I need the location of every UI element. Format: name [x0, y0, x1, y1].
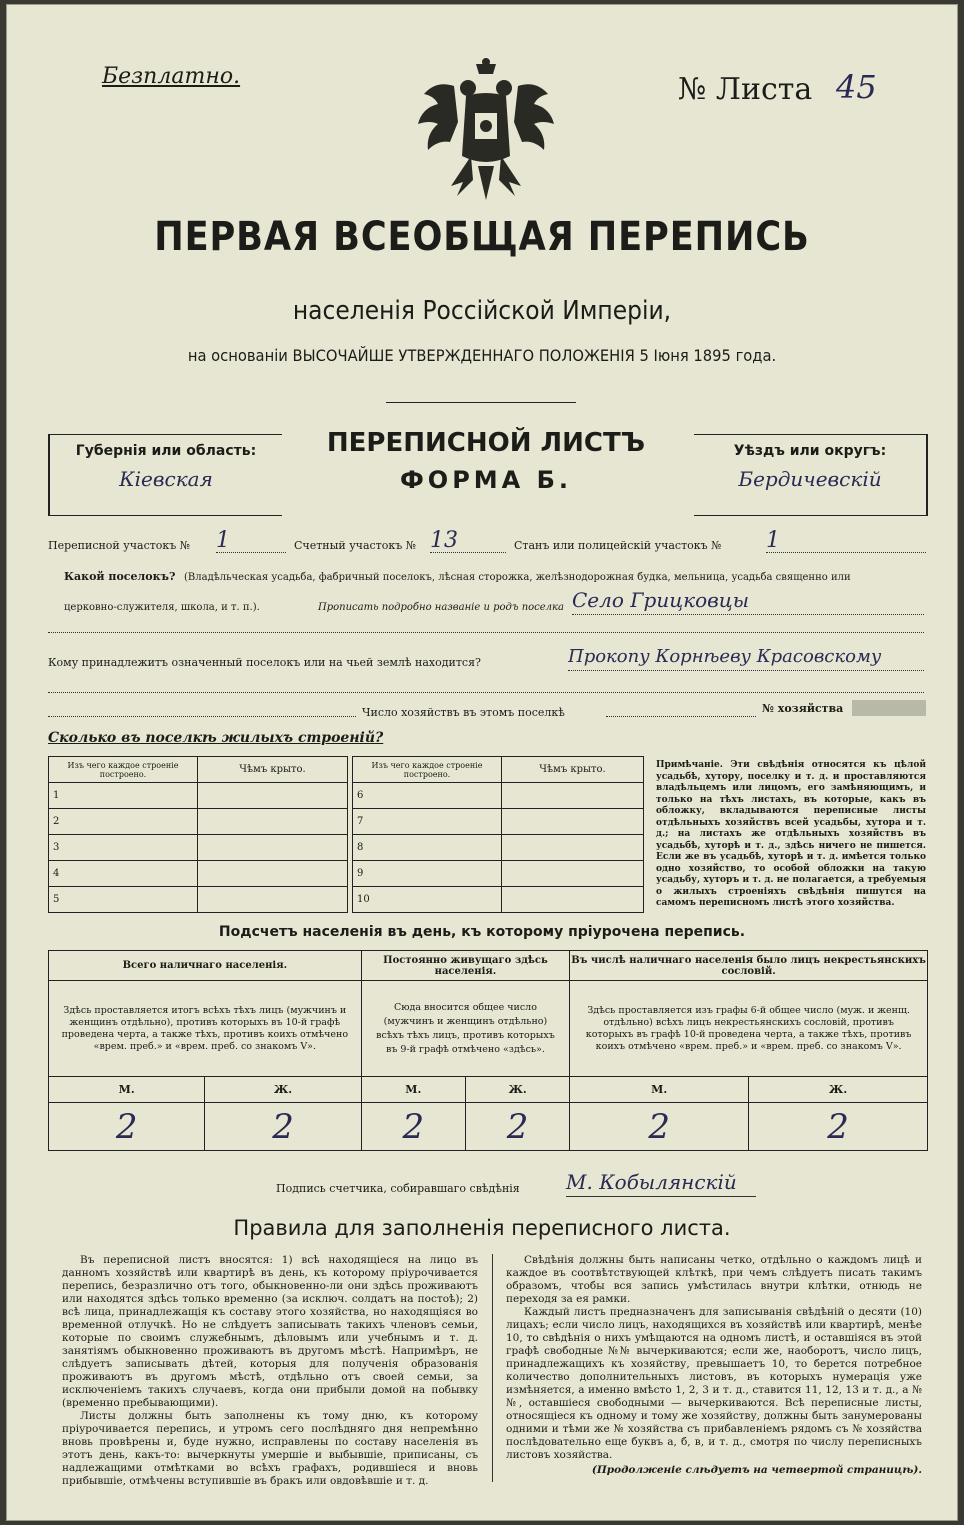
rules-right-column: [506, 1254, 922, 1477]
female-label: Ж.: [749, 1077, 928, 1103]
row-number: 7: [353, 809, 502, 835]
male-label: М.: [49, 1077, 205, 1103]
blank-line: [48, 716, 356, 717]
owner-value[interactable]: Прокопу Корнѣеву Красовскому: [568, 646, 924, 671]
col-material: Изъ чего каждое строеніе построено.: [353, 757, 502, 783]
rules-left-column: [62, 1254, 478, 1488]
non-peasant-female-count[interactable]: 2: [749, 1103, 928, 1151]
row-number: 9: [353, 861, 502, 887]
female-label: Ж.: [465, 1077, 569, 1103]
free-label: Безплатно.: [102, 64, 241, 89]
total-male-count[interactable]: 2: [49, 1103, 205, 1151]
uezd-box: [694, 434, 928, 516]
police-value[interactable]: 1: [766, 528, 926, 553]
table-row: [49, 861, 348, 887]
col-roof: Чѣмъ крыто.: [502, 757, 644, 783]
row-number: 3: [49, 835, 198, 861]
sheet-number-value: 45: [836, 68, 877, 106]
col-material: Изъ чего каждое строеніе построено.: [49, 757, 198, 783]
male-label: М.: [570, 1077, 749, 1103]
rules-paragraph: Каждый листъ предназначенъ для записыванія свѣдѣній о десяти (10) лицахъ; если число лицъ, находящихся въ хозяйствѣ или квартирѣ, менѣе 10, то свѣдѣнія о нихъ умѣщаются на одномъ листѣ, и оставшіяся въ этой графѣ свободные №№ вычеркиваются; если же, наоборотъ, число лицъ, принадлежащихъ къ хозяйству, превышаетъ 10, то берется потребное количество дополнительныхъ листовъ, въ которыхъ нумерація уже измѣняется, а именно вмѣсто 1, 2, 3 и т. д., ставится 11, 12, 13 и т. д., а №№, оставшіеся свободными — вычеркиваются. Всѣ переписные листы, относящіеся къ одному и тому же хозяйству, должны быть занумерованы одними и тѣми же № хозяйства съ прибавленіемъ рядомъ съ № хозяйства послѣдовательно еще буквъ а, б, в, и т. д., смотря по числу переписныхъ листовъ хозяйства.: [506, 1306, 922, 1461]
rules-paragraph: Свѣдѣнія должны быть написаны четко, отдѣльно о каждомъ лицѣ и каждое въ соотвѣтствующей клѣткѣ, при чемъ слѣдуетъ писать такимъ образомъ, чтобы вся запись умѣстилась внутри клѣтки, отнюдь не переходя за ея рамки.: [506, 1254, 922, 1305]
roof-cell[interactable]: [198, 887, 348, 913]
male-label: М.: [361, 1077, 465, 1103]
table-row: [49, 809, 348, 835]
counting-district-value[interactable]: 13: [430, 528, 506, 553]
double-headed-eagle-icon: [416, 56, 556, 206]
sheet-number-label: № Листа: [678, 72, 813, 107]
census-sheet: [6, 4, 958, 1521]
total-header: Всего наличнаго населенія.: [49, 951, 362, 981]
subtitle: населенія Россійской Имперіи,: [292, 296, 672, 326]
roof-cell[interactable]: [198, 809, 348, 835]
form-label: ФОРМА Б.: [399, 466, 572, 494]
guberniya-box: [48, 434, 282, 516]
col-roof: Чѣмъ крыто.: [198, 757, 348, 783]
note-text: Эти свѣдѣнія относятся къ цѣлой усадьбѣ, хутору, поселку и т. д. и проставляются владѣльцемъ или лицомъ, его замѣняющимъ, и только на тѣхъ листахъ, въ которые, какъ въ обложку, вкладываются переписные листы отдѣльныхъ хозяйствъ всей усадьбы, хутора и т. д.; на листахъ же отдѣльныхъ хозяйствъ въ усадьбѣ, хуторѣ и т. д., здѣсь ничего не пишется. Если же въ усадьбѣ, хуторѣ и т. д. имѣется только одно хозяйство, то особой обложки на такую усадьбу, хуторъ и т. д. не полагается, а требуемыя о жилыхъ строеніяхъ свѣдѣнія пишутся на самомъ переписномъ листѣ этого хозяйства.: [656, 760, 926, 908]
row-number: 8: [353, 835, 502, 861]
column-divider: [492, 1254, 493, 1482]
basis-line: на основаніи ВЫСОЧАЙШЕ УТВЕРЖДЕННАГО ПОЛОЖЕНІЯ 5 Іюня 1895 года.: [187, 346, 777, 365]
table-row: [353, 783, 644, 809]
table-row: [353, 887, 644, 913]
roof-cell[interactable]: [198, 835, 348, 861]
total-desc: Здѣсь проставляется итогъ всѣхъ тѣхъ лицъ (мужчинъ и женщинъ отдѣльно), противъ которыхъ въ 10-й графѣ проведена черта, а также тѣхъ, противъ коихъ отмѣчено «врем. преб.» и «врем. преб. со знакомъ V».: [49, 981, 362, 1077]
table-row: [353, 861, 644, 887]
buildings-table-right: [352, 756, 644, 913]
non-peasant-male-count[interactable]: 2: [570, 1103, 749, 1151]
divider: [386, 402, 576, 403]
guberniya-value: Кіевская: [119, 467, 213, 491]
uezd-label: Уѣздъ или округъ:: [733, 443, 887, 459]
roof-cell[interactable]: [198, 783, 348, 809]
rules-paragraph: Въ переписной листъ вносятся: 1) всѣ находящіеся на лицо въ данномъ хозяйствѣ или квартирѣ въ день, къ которому пріурочивается перепись, безразлично отъ того, обыкновенно-ли они здѣсь проживаютъ или находятся здѣсь только временно (за исключ. солдатъ на постоѣ); 2) всѣ лица, принадлежащія къ составу этого хозяйства, но находящіяся во временной отлучкѣ. Но не слѣдуетъ записывать такихъ членовъ семьи, которые по своимъ служебнымъ, дѣловымъ или учебнымъ и т. д. занятіямъ обыкновенно проживаютъ въ другомъ мѣстѣ. Напримѣръ, не слѣдуетъ записывать дѣтей, которыя для полученія образованія проживаютъ въ другомъ мѣстѣ, отдѣльно отъ своей семьи, за исключеніемъ такихъ случаевъ, когда они прибыли домой на побывку (временно пребывающими).: [62, 1254, 478, 1409]
non-peasant-header: Въ числѣ наличнаго населенія было лицъ некрестьянскихъ сословій.: [570, 951, 928, 981]
table-row: [353, 835, 644, 861]
owner-label: Кому принадлежитъ означенный поселокъ или на чьей землѣ находится?: [48, 656, 481, 669]
row-number: 5: [49, 887, 198, 913]
signature-label: Подпись счетчика, собиравшаго свѣдѣнія: [276, 1182, 520, 1195]
households-label: Число хозяйствъ въ этомъ поселкѣ: [362, 706, 565, 719]
household-number-field[interactable]: [852, 700, 926, 716]
roof-cell[interactable]: [502, 809, 644, 835]
row-number: 4: [49, 861, 198, 887]
settlement-label: Какой поселокъ?: [64, 570, 176, 583]
households-field[interactable]: [606, 716, 756, 717]
row-number: 6: [353, 783, 502, 809]
continued-note: (Продолженіе слѣдуетъ на четвертой страницѣ).: [591, 1464, 922, 1476]
settlement-hint: (Владѣльческая усадьба, фабричный поселокъ, лѣсная сторожка, желѣзнодорожная будка, мельница, усадьба священно или: [184, 572, 851, 583]
table-row: [49, 783, 348, 809]
census-district-label: Переписной участокъ №: [48, 539, 191, 552]
table-row: [49, 835, 348, 861]
roof-cell[interactable]: [198, 861, 348, 887]
note-title: Примѣчаніе.: [656, 760, 723, 770]
total-female-count[interactable]: 2: [205, 1103, 361, 1151]
signature-value[interactable]: М. Кобылянскій: [566, 1170, 756, 1197]
counting-district-label: Счетный участокъ №: [294, 539, 417, 552]
permanent-header: Постоянно живущаго здѣсь населенія.: [361, 951, 570, 981]
form-title: ПЕРЕПИСНОЙ ЛИСТЪ: [326, 428, 646, 458]
rules-title: Правила для заполненія переписного листа.: [233, 1216, 731, 1240]
permanent-male-count[interactable]: 2: [361, 1103, 465, 1151]
permanent-desc: Сюда вносится общее число (мужчинъ и женщинъ отдѣльно) всѣхъ тѣхъ лицъ, противъ которыхъ въ 9-й графѣ отмѣчено «здѣсь».: [361, 981, 570, 1077]
household-number-label: № хозяйства: [762, 702, 844, 715]
population-heading: Подсчетъ населенія въ день, къ которому пріурочена перепись.: [218, 924, 746, 940]
row-number: 10: [353, 887, 502, 913]
blank-line: [48, 632, 924, 633]
uezd-value: Бердичевскій: [738, 467, 882, 491]
population-table: [48, 950, 928, 1151]
roof-cell[interactable]: [502, 887, 644, 913]
rules-paragraph: Листы должны быть заполнены къ тому дню, къ которому пріурочивается перепись, и утромъ сего послѣдняго дня непремѣнно вновь провѣрены и, буде нужно, исправлены по составу населенія въ этотъ день, какъ-то: вычеркнуты умершіе и выбывшіе, приписаны, съ надлежащими отмѣтками во всѣхъ графахъ, родившіеся и вновь прибывшіе, отмѣчены вступившіе въ бракъ или овдовѣвшіе и т. д.: [62, 1410, 478, 1487]
row-number: 1: [49, 783, 198, 809]
row-number: 2: [49, 809, 198, 835]
buildings-table-left: [48, 756, 348, 913]
roof-cell[interactable]: [502, 861, 644, 887]
settlement-instruction: Прописать подробно названіе и родъ поселка: [318, 602, 564, 613]
settlement-hint-2: церковно-служителя, школа, и т. п.).: [64, 602, 260, 613]
form-title-block: [286, 428, 686, 494]
female-label: Ж.: [205, 1077, 361, 1103]
table-row: [49, 887, 348, 913]
guberniya-label: Губернія или область:: [75, 443, 257, 459]
table-row: [353, 809, 644, 835]
blank-line: [48, 692, 924, 693]
police-label: Станъ или полицейскій участокъ №: [514, 539, 722, 552]
roof-cell[interactable]: [502, 835, 644, 861]
buildings-label: Сколько въ поселкѣ жилыхъ строеній?: [48, 730, 384, 746]
settlement-value[interactable]: Село Грицковцы: [572, 588, 924, 615]
roof-cell[interactable]: [502, 783, 644, 809]
note: [656, 760, 926, 910]
non-peasant-desc: Здѣсь проставляется изъ графы 6-й общее число (муж. и женщ. отдѣльно) всѣхъ лицъ некрестьянскихъ сословій, противъ которыхъ въ графѣ 10-й проведена черта, а также тѣхъ, противъ коихъ отмѣчено «врем. преб.» и «врем. преб. со знакомъ V».: [570, 981, 928, 1077]
permanent-female-count[interactable]: 2: [465, 1103, 569, 1151]
census-district-value[interactable]: 1: [216, 528, 286, 553]
page-title: ПЕРВАЯ ВСЕОБЩАЯ ПЕРЕПИСЬ: [154, 214, 810, 260]
